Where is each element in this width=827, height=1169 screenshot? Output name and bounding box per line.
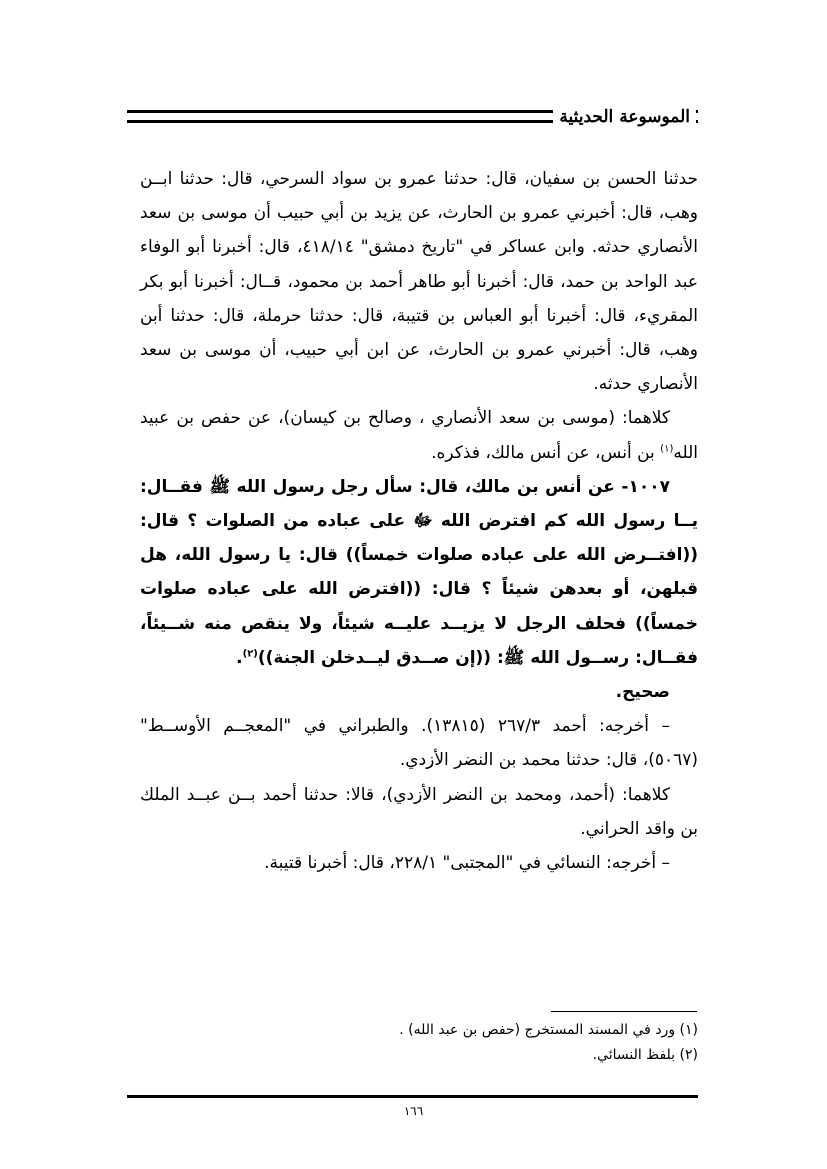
footer-rule (127, 1095, 698, 1098)
header-title: الموسوعة الحديثية (553, 104, 696, 130)
paragraph-text: بن أنس، عن أنس مالك، فذكره. (431, 442, 661, 463)
paragraph-isnad-chain: حدثنا الحسن بن سفيان، قال: حدثنا عمرو بن سواد السرحي، قال: حدثنا ابــن وهب، قال: أخبرني عمرو بن الحارث، عن يزيد بن أبي حبيب أن موسى بن سعد الأنصاري حدثه. وابن عساكر في "تاريخ دمشق" ٤١٨/١٤، قال: أخبرنا أبو الوفاء عبد الواحد بن حمد، قال: أخبرنا أبو طاهر أحمد بن محمود، قــال: أخبرنا أبو بكر المقريء، قال: أخبرنا أبو العباس بن قتيبة، قال: حدثنا حرملة، قال: حدثنا أبن وهب، قال: أخبرني عمرو بن الحارث، عن ابن أبي حبيب، أن موسى بن سعد الأنصاري حدثه. (140, 169, 698, 395)
main-text (140, 162, 698, 880)
paragraph-takhrij-nasai: – أخرجه: النسائي في "المجتبى" ٢٢٨/١، قال: أخبرنا قتيبة. (264, 853, 670, 874)
hadith-text: ١٠٠٧- عن أنس بن مالك، قال: سأل رجل رسول الله ﷺ فقــال: يــا رسول الله كم افترض الله ﷻ على عباده من الصلوات ؟ قال: ((افتــرض الله على عباده صلوات خمساً)) قال: يا رسول الله، هل قبلهن، أو بعدهن شيئاً ؟ قال: ((افترض الله على عباده صلوات خمساً)) فحلف الرجل لا يزيــد عليــه شيئاً، ولا ينقص منه شــيئاً، فقــال: رســول الله ﷺ: ((إن صــدق ليــدخلن الجنة)) (140, 476, 698, 668)
footnote-separator (551, 1011, 697, 1012)
hadith-text-end: . (236, 647, 243, 668)
footnote-2: (٢) بلفظ النسائي. (592, 1047, 698, 1063)
running-header (127, 104, 698, 138)
grading-label: صحيح. (615, 682, 670, 703)
paragraph-takhrij-ahmad: – أخرجه: أحمد ٢٦٧/٣ (١٣٨١٥). والطبراني في "المعجــم الأوســط" (٥٠٦٧)، قال: حدثنا محمد بن النضر الأزدي. (140, 716, 698, 771)
paragraph-both-ahmad: كلاهما: (أحمد، ومحمد بن النضر الأزدي)، قالا: حدثنا أحمد بــن عبــد الملك بن واقد الحراني. (140, 784, 698, 839)
footnotes (140, 1018, 698, 1068)
hadith-1007 (140, 470, 698, 675)
page-number: ١٦٦ (403, 1104, 424, 1118)
paragraph-both-narrators (140, 401, 698, 469)
paragraph-text: كلاهما: (موسى بن سعد الأنصاري ، وصالح بن كيسان)، عن حفص بن عبيد الله (140, 408, 698, 463)
footnote-ref-1[interactable]: (١) (660, 442, 674, 454)
footnote-1: (١) ورد في المسند المستخرج (حفص بن عبد الله) . (399, 1022, 698, 1038)
footnote-ref-2[interactable]: (٢) (242, 648, 258, 660)
